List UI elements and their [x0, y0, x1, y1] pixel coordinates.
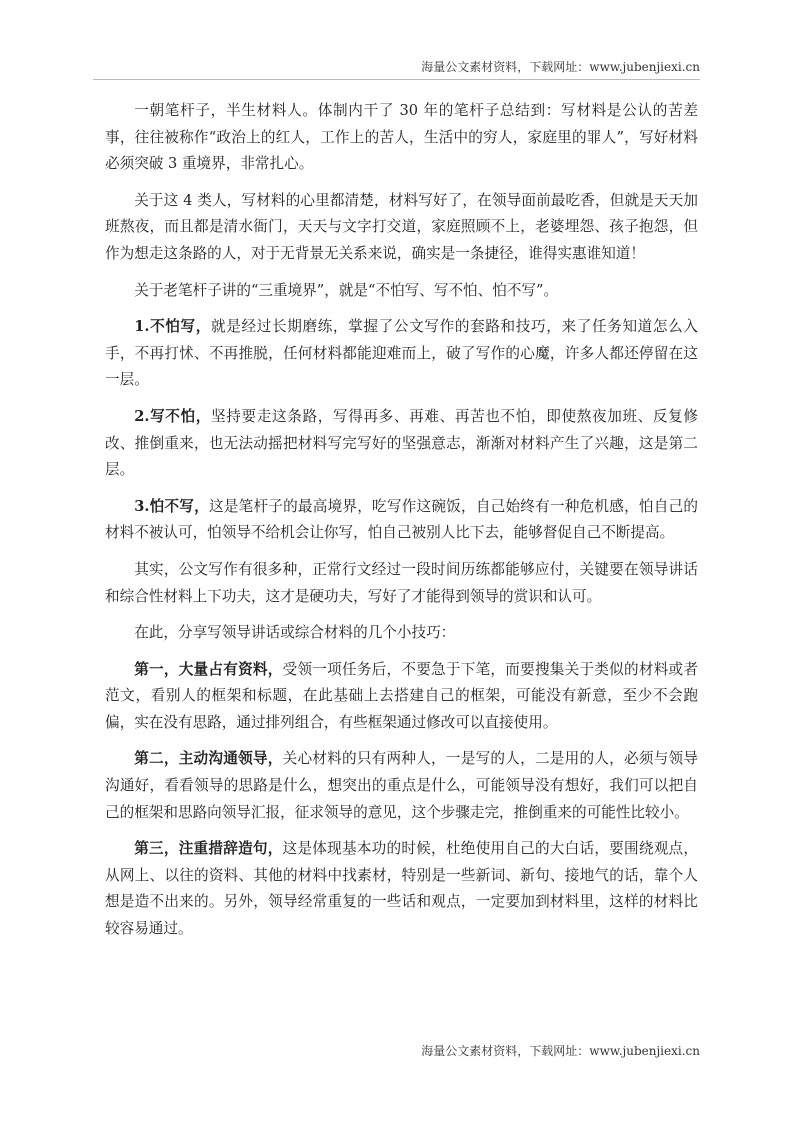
tip-1-text: 受领一项任务后，不要急于下笔，而要搜集关于类似的材料或者范文，看别人的框架和标题，在此基础上去搭建自己的框架，可能没有新意，至少不会跑偏，实在没有思路，通过排列组合，有些框架通过修改可以直接使用。 — [105, 660, 698, 731]
paragraph-realm-3 — [105, 494, 698, 547]
paragraph-realm-2 — [105, 404, 698, 484]
tip-2-lead: 第二，主动沟通领导， — [134, 750, 283, 768]
realm-2-lead: 2.写不怕， — [134, 407, 212, 425]
realm-2-text: 坚持要走这条路，写得再多、再难、再苦也不怕，即使熬夜加班、反复修改、推倒重来，也无法动摇把材料写完写好的坚强意志，渐渐对材料产生了兴趣，这是第二层。 — [105, 407, 698, 479]
page-footer: 海量公文素材资料，下载网址：www.jubenjiexi.cn — [421, 1044, 700, 1058]
realm-1-lead: 1.不怕写， — [134, 318, 212, 336]
header-divider — [93, 79, 700, 80]
paragraph-tips-intro: 在此，分享写领导讲话或综合材料的几个小技巧： — [134, 624, 456, 642]
paragraph-writing-types: 其实，公文写作有很多种，正常行文经过一段时间历练都能够应付，关键要在领导讲话和综合性材料上下功夫，这才是硬功夫，写好了才能得到领导的赏识和认可。 — [105, 560, 698, 605]
paragraph-realm-1 — [105, 314, 698, 394]
realm-1-text: 就是经过长期磨练，掌握了公文写作的套路和技巧，来了任务知道怎么入手，不再打怵、不再推脱，任何材料都能迎难而上，破了写作的心魔，许多人都还停留在这一层。 — [105, 318, 698, 389]
paragraph-tip-3 — [105, 836, 698, 942]
tip-2-text: 关心材料的只有两种人，一是写的人，二是用的人，必须与领导沟通好，看看领导的思路是什么，想突出的重点是什么，可能领导没有想好，我们可以把自己的框架和思路向领导汇报，征求领导的意见，这个步骤走完，推倒重来的可能性比较小。 — [105, 750, 698, 821]
paragraph-tip-1 — [105, 657, 698, 737]
document-body — [105, 98, 698, 953]
paragraph-tip-2 — [105, 746, 698, 826]
tip-3-text: 这是体现基本功的时候，杜绝使用自己的大白话，要围绕观点，从网上、以往的资料、其他的材料中找素材，特别是一些新词、新句、接地气的话，靠个人想是造不出来的。另外，领导经常重复的一些话和观点，一定要加到材料里，这样的材料比较容易通过。 — [105, 840, 698, 938]
realm-3-lead: 3.怕不写， — [134, 497, 209, 515]
tip-3-lead: 第三，注重措辞造句， — [134, 840, 283, 858]
page-header: 海量公文素材资料，下载网址：www.jubenjiexi.cn — [421, 60, 700, 74]
paragraph-intro: 一朝笔杆子，半生材料人。体制内干了 30 年的笔杆子总结到：写材料是公认的苦差事，往往被称作“政治上的红人，工作上的苦人，生活中的穷人，家庭里的罪人”，写好材料必须突破 3 重境界，非常扎心。 — [105, 102, 698, 173]
paragraph-three-realms: 关于老笔杆子讲的“三重境界”，就是“不怕写、写不怕、怕不写”。 — [134, 281, 559, 299]
realm-3-text: 这是笔杆子的最高境界，吃写作这碗饭，自己始终有一种危机感，怕自己的材料不被认可，怕领导不给机会让你写，怕自己被别人比下去，能够督促自己不断提高。 — [105, 497, 698, 542]
paragraph-four-types: 关于这 4 类人，写材料的心里都清楚，材料写好了，在领导面前最吃香，但就是天天加班熬夜，而且都是清水衙门，天天与文字打交道，家庭照顾不上，老婆埋怨、孩子抱怨，但作为想走这条路的人，对于无背景无关系来说，确实是一条捷径，谁得实惠谁知道！ — [105, 191, 698, 262]
tip-1-lead: 第一，大量占有资料， — [134, 660, 283, 678]
